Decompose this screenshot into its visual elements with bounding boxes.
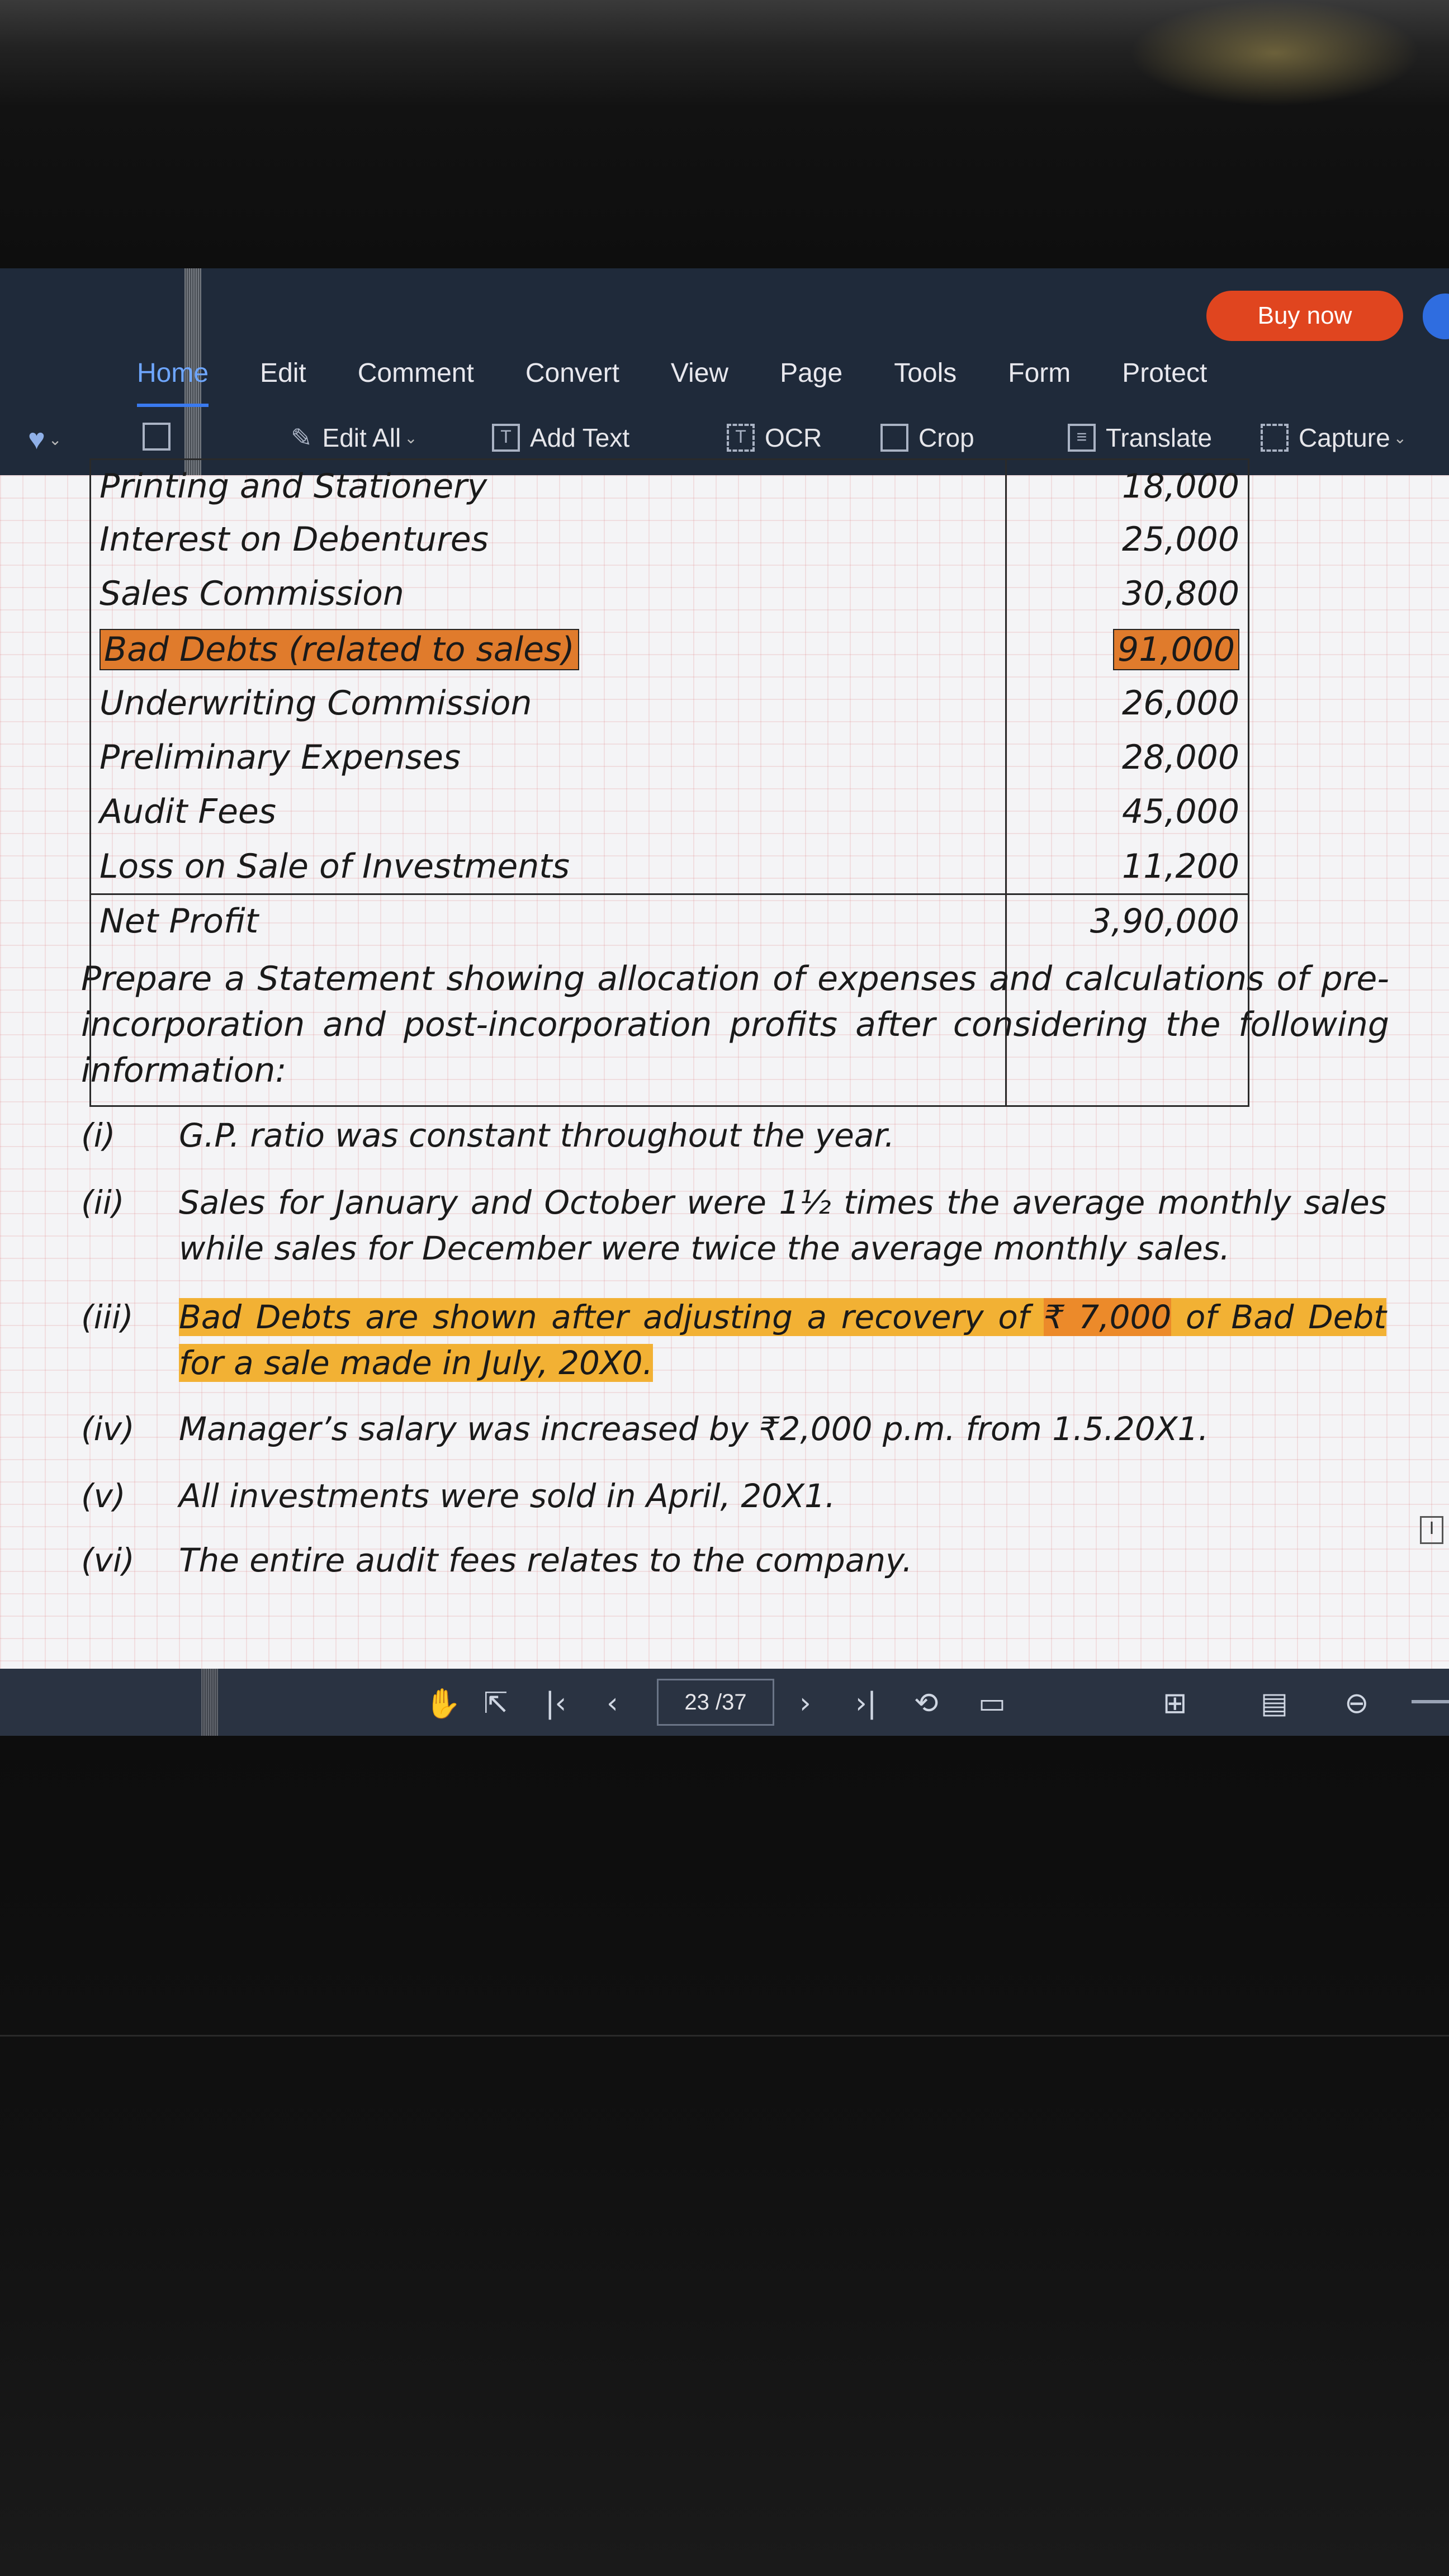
crop-icon [880, 424, 908, 452]
row-label: Loss on Sale of Investments [100, 847, 570, 886]
crop-label: Crop [918, 423, 974, 452]
instruction-paragraph: Prepare a Statement showing allocation of expenses and calculations of pre-incorporation and post-incorporation profits after considering the following information: [81, 959, 1389, 1090]
item-text: G.P. ratio was constant throughout the year. [179, 1116, 895, 1154]
tab-view[interactable]: View [670, 358, 729, 388]
item-number: (vi) [81, 1541, 135, 1579]
monitor-bezel-bottom [0, 1736, 1449, 2576]
row-label: Sales Commission [100, 574, 404, 613]
tab-home[interactable]: Home [137, 347, 209, 397]
menu-tabs [137, 347, 1258, 397]
rotate-icon[interactable]: ⟲ [914, 1687, 939, 1720]
chevron-down-icon: ⌄ [1393, 429, 1407, 447]
capture-icon [1261, 424, 1289, 452]
screen-moire-strip [201, 1669, 218, 1736]
tab-comment[interactable]: Comment [357, 358, 474, 388]
zoom-slider[interactable] [1412, 1700, 1449, 1703]
trophy-icon: ♥ [28, 423, 45, 456]
capture-label: Capture [1299, 423, 1390, 452]
ocr-icon: T [727, 424, 755, 452]
tab-form[interactable]: Form [1008, 358, 1071, 388]
table-row-total [91, 893, 1248, 950]
square-icon [143, 423, 171, 451]
last-page-icon[interactable]: ›| [855, 1687, 877, 1720]
table-row-highlighted [91, 622, 1248, 677]
item-number: (iii) [81, 1298, 134, 1336]
select-box-button[interactable] [143, 423, 181, 451]
row-label: Bad Debts (related to sales) [100, 629, 579, 670]
table-row [91, 567, 1248, 622]
tab-tools[interactable]: Tools [894, 358, 957, 388]
highlight-amount: ₹ 7,000 [1043, 1298, 1172, 1336]
text-icon: T [492, 424, 520, 452]
item-text: All investments were sold in April, 20X1. [179, 1477, 836, 1515]
row-label: Printing and Stationery [100, 467, 487, 506]
next-page-icon[interactable]: › [799, 1687, 811, 1720]
tab-convert[interactable]: Convert [525, 358, 619, 388]
table-row [91, 460, 1248, 515]
translate-icon: ≡ [1068, 424, 1096, 452]
row-label: Audit Fees [100, 792, 277, 831]
toolbar [0, 268, 1449, 475]
pencil-icon: ✎ [291, 423, 312, 452]
hand-tool-icon[interactable]: ✋ [425, 1687, 461, 1721]
row-value: 25,000 [1122, 520, 1239, 559]
zoom-out-icon[interactable]: ⊖ [1344, 1687, 1369, 1720]
table-row [91, 785, 1248, 840]
select-cursor-icon[interactable]: ⇱ [484, 1687, 508, 1720]
item-text: The entire audit fees relates to the company. [179, 1541, 913, 1579]
item-number: (i) [81, 1116, 116, 1154]
document-page [0, 467, 1449, 1669]
row-label: Underwriting Commission [100, 684, 532, 723]
highlight-text: Bad Debts are shown after adjusting a recovery of [179, 1298, 1044, 1336]
row-value: 28,000 [1122, 738, 1239, 777]
item-number: (v) [81, 1477, 126, 1515]
row-value: 11,200 [1122, 847, 1239, 886]
highlight-text: of Bad Debt for a sale made in July, 20X0. [179, 1298, 1387, 1382]
edit-all-button[interactable] [291, 423, 418, 453]
crop-button[interactable] [880, 423, 974, 453]
add-text-button[interactable] [492, 423, 629, 453]
table-row [91, 513, 1248, 568]
row-value: 30,800 [1122, 574, 1239, 613]
row-label: Net Profit [100, 902, 259, 941]
item-number: (iv) [81, 1410, 135, 1448]
ocr-button[interactable] [727, 423, 822, 453]
reading-mode-icon[interactable]: ▤ [1261, 1687, 1289, 1720]
capture-button[interactable] [1261, 423, 1407, 453]
tab-edit[interactable]: Edit [260, 358, 306, 388]
table-row [91, 731, 1248, 786]
page-number-input[interactable]: 23 /37 [657, 1679, 774, 1726]
view-mode-icon[interactable]: ⊞ [1163, 1687, 1187, 1720]
item-text [179, 1294, 1386, 1386]
ocr-label: OCR [765, 423, 822, 452]
table-row [91, 677, 1248, 732]
row-label: Preliminary Expenses [100, 738, 461, 777]
previous-page-icon[interactable]: ‹ [607, 1687, 618, 1720]
edit-all-label: Edit All [322, 423, 401, 452]
chevron-down-icon: ⌄ [48, 430, 62, 448]
row-value: 18,000 [1122, 467, 1239, 506]
account-button[interactable] [1423, 293, 1449, 339]
fit-page-icon[interactable]: ▭ [978, 1687, 1006, 1720]
translate-label: Translate [1106, 423, 1213, 452]
translate-button[interactable] [1068, 423, 1212, 453]
first-page-icon[interactable]: |‹ [545, 1687, 567, 1720]
tab-page[interactable]: Page [780, 358, 843, 388]
item-number: (ii) [81, 1183, 125, 1221]
row-value: 91,000 [1113, 629, 1239, 670]
item-text: Manager’s salary was increased by ₹2,000 p.m. from 1.5.20X1. [179, 1410, 1209, 1448]
tab-protect[interactable]: Protect [1122, 358, 1208, 388]
row-value: 26,000 [1122, 684, 1239, 723]
row-value: 3,90,000 [1090, 902, 1239, 941]
pdf-editor-window [0, 268, 1449, 1736]
row-value: 45,000 [1122, 792, 1239, 831]
item-text: Sales for January and October were 1½ times the average monthly sales while sales for December were twice the average monthly sales. [179, 1183, 1386, 1267]
keyboard-edge [0, 2035, 1449, 2037]
background-light [1129, 0, 1420, 106]
chevron-down-icon: ⌄ [404, 429, 418, 447]
highlight-tool-button[interactable] [28, 423, 61, 456]
text-cursor-icon: I [1420, 1516, 1443, 1544]
status-bar [0, 1669, 1449, 1736]
table-row [91, 840, 1248, 895]
row-label: Interest on Debentures [100, 520, 489, 559]
buy-now-button[interactable]: Buy now [1206, 291, 1403, 341]
add-text-label: Add Text [530, 423, 630, 452]
